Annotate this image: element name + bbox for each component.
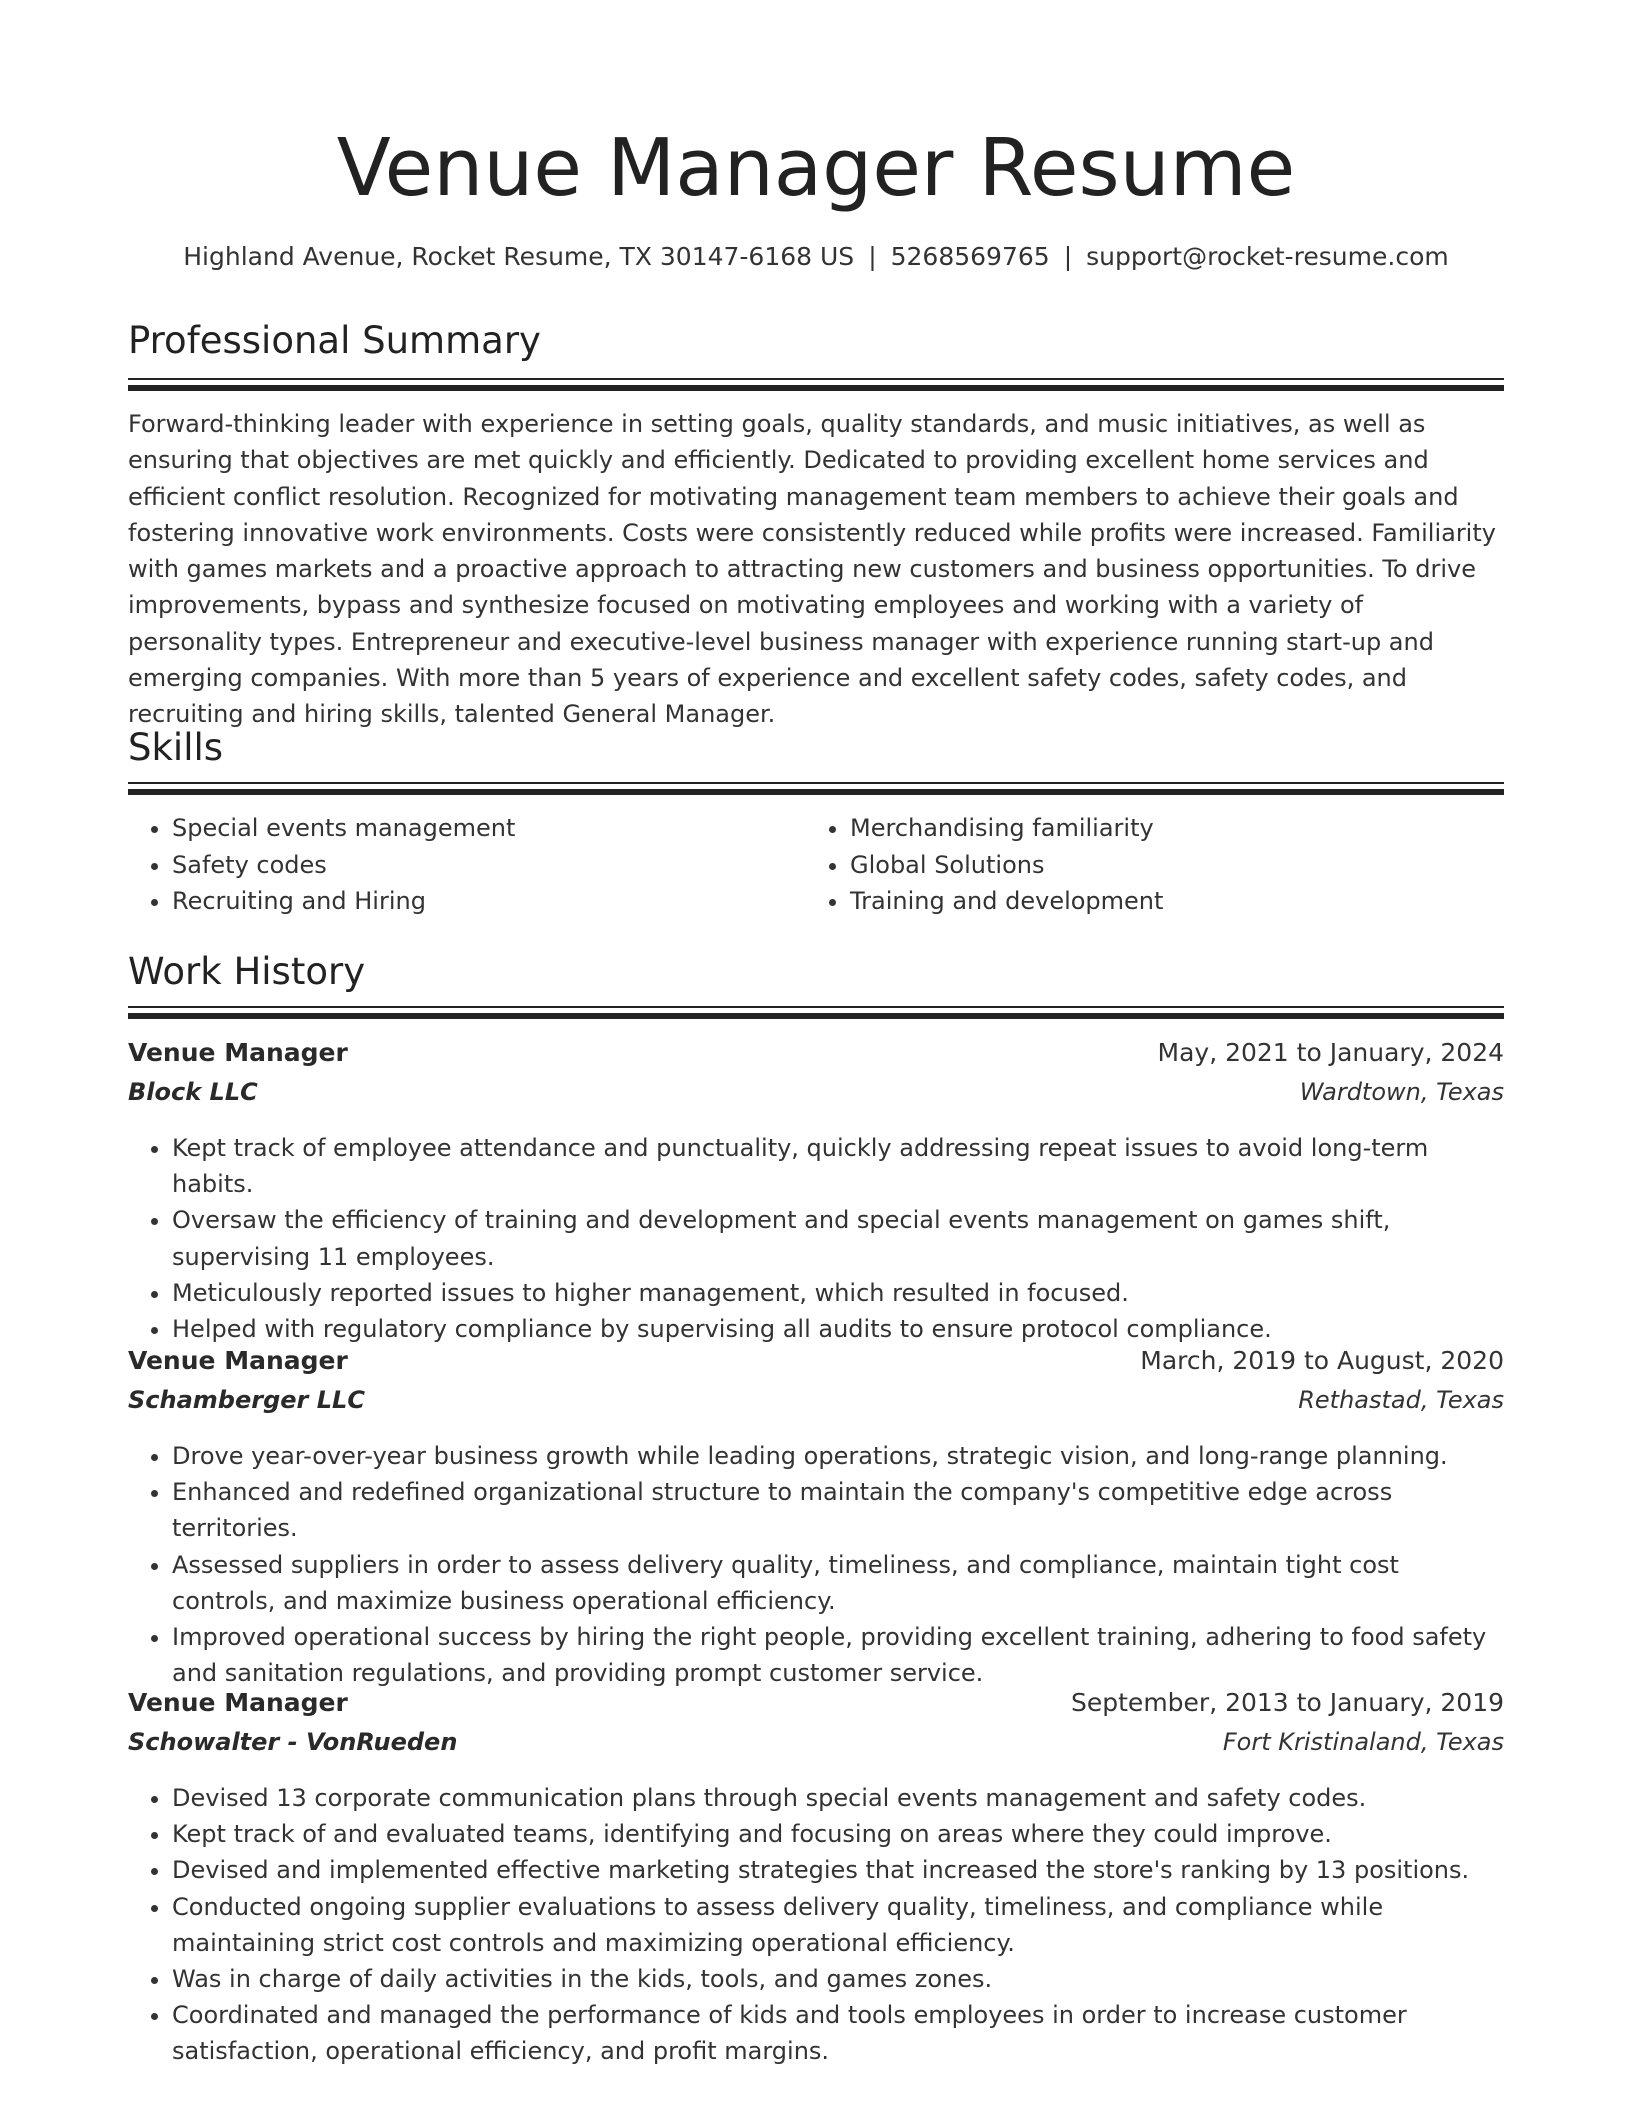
job-header-row [128, 1038, 1504, 1078]
job-entry [128, 1038, 1504, 1347]
job-company-row [128, 1078, 1504, 1118]
job-location: Rethastad, Texas [1298, 1386, 1504, 1414]
section-divider [128, 378, 1504, 392]
job-bullet: • Conducted ongoing supplier evaluations to assess delivery quality, timeliness, and compliance while maintaining strict cost controls and maximizing operational efficiency. [172, 1889, 1504, 1961]
skills-heading: Skills [128, 726, 224, 769]
skills-column-right [806, 810, 1163, 920]
summary-text: Forward-thinking leader with experience in setting goals, quality standards, and music initiatives, as well as ensuring that objectives are met quickly and efficiently. Dedicated to providing excellent home services and efficient conflict resolution. Recognized for motivating management team members to achieve their goals and fostering innovative work environments. Costs were consistently reduced while profits were increased. Familiarity with games markets and a proactive approach to attracting new customers and business opportunities. To drive improvements, bypass and synthesize focused on motivating employees and working with a variety of personality types. Entrepreneur and executive-level business manager with experience running start-up and emerging companies. With more than 5 years of experience and excellent safety codes, safety codes, and recruiting and hiring skills, talented General Manager. [128, 410, 1496, 729]
job-bullet: • Kept track of and evaluated teams, identifying and focusing on areas where they could improve. [172, 1816, 1504, 1852]
skill-item: • Special events management [172, 810, 515, 847]
job-bullet: • Devised and implemented effective marketing strategies that increased the store's ranking by 13 positions. [172, 1852, 1504, 1888]
job-bullet: • Helped with regulatory compliance by supervising all audits to ensure protocol compliance. [172, 1311, 1504, 1347]
contact-separator: | [868, 242, 877, 271]
job-bullet: • Devised 13 corporate communication plans through special events management and safety codes. [172, 1780, 1504, 1816]
job-role: Venue Manager [128, 1038, 348, 1067]
section-divider [128, 782, 1504, 796]
job-company-row [128, 1728, 1504, 1768]
section-divider [128, 1006, 1504, 1020]
job-company-row [128, 1386, 1504, 1426]
job-dates: March, 2019 to August, 2020 [1140, 1346, 1504, 1375]
work-history-heading: Work History [128, 950, 366, 993]
job-bullet: • Meticulously reported issues to higher management, which resulted in focused. [172, 1275, 1504, 1311]
job-location: Fort Kristinaland, Texas [1222, 1728, 1504, 1756]
job-entry [128, 1688, 1504, 2070]
job-company: Schamberger LLC [128, 1386, 365, 1414]
contact-phone: 5268569765 [890, 242, 1050, 271]
job-bullet: • Assessed suppliers in order to assess delivery quality, timeliness, and compliance, maintain tight cost controls, and maximize business operational efficiency. [172, 1547, 1504, 1619]
job-company: Block LLC [128, 1078, 258, 1106]
skill-item: • Safety codes [172, 847, 515, 884]
job-bullet: • Oversaw the efficiency of training and development and special events management on games shift, supervising 11 employees. [172, 1202, 1504, 1274]
resume-title: Venue Manager Resume [336, 122, 1296, 214]
job-bullet: • Kept track of employee attendance and punctuality, quickly addressing repeat issues to avoid long-term habits. [172, 1130, 1504, 1202]
job-bullet: • Drove year-over-year business growth while leading operations, strategic vision, and long-range planning. [172, 1438, 1504, 1474]
job-bullets [128, 1130, 1504, 1347]
job-bullet: • Improved operational success by hiring the right people, providing excellent training, adhering to food safety and sanitation regulations, and providing prompt customer service. [172, 1619, 1504, 1691]
contact-line [128, 240, 1504, 274]
job-bullet: • Enhanced and redefined organizational structure to maintain the company's competitive edge across territories. [172, 1474, 1504, 1546]
skill-item: • Training and development [850, 883, 1163, 920]
skills-column-left [128, 810, 515, 920]
job-header-row [128, 1346, 1504, 1386]
job-bullet: • Was in charge of daily activities in the kids, tools, and games zones. [172, 1961, 1504, 1997]
job-role: Venue Manager [128, 1688, 348, 1717]
job-bullet: • Coordinated and managed the performance of kids and tools employees in order to increase customer satisfaction, operational efficiency, and profit margins. [172, 1997, 1504, 2069]
job-bullets [128, 1780, 1504, 2070]
job-bullets [128, 1438, 1504, 1691]
skill-item: • Recruiting and Hiring [172, 883, 515, 920]
job-role: Venue Manager [128, 1346, 348, 1375]
job-entry [128, 1346, 1504, 1691]
job-dates: September, 2013 to January, 2019 [1071, 1688, 1504, 1717]
contact-address: Highland Avenue, Rocket Resume, TX 30147-6168 US [183, 242, 855, 271]
skill-item: • Merchandising familiarity [850, 810, 1163, 847]
job-location: Wardtown, Texas [1299, 1078, 1504, 1106]
job-company: Schowalter - VonRueden [128, 1728, 458, 1756]
job-dates: May, 2021 to January, 2024 [1157, 1038, 1504, 1067]
job-header-row [128, 1688, 1504, 1728]
contact-email: support@rocket-resume.com [1086, 242, 1449, 271]
skill-item: • Global Solutions [850, 847, 1163, 884]
summary-heading: Professional Summary [128, 319, 541, 362]
contact-separator: | [1063, 242, 1073, 271]
